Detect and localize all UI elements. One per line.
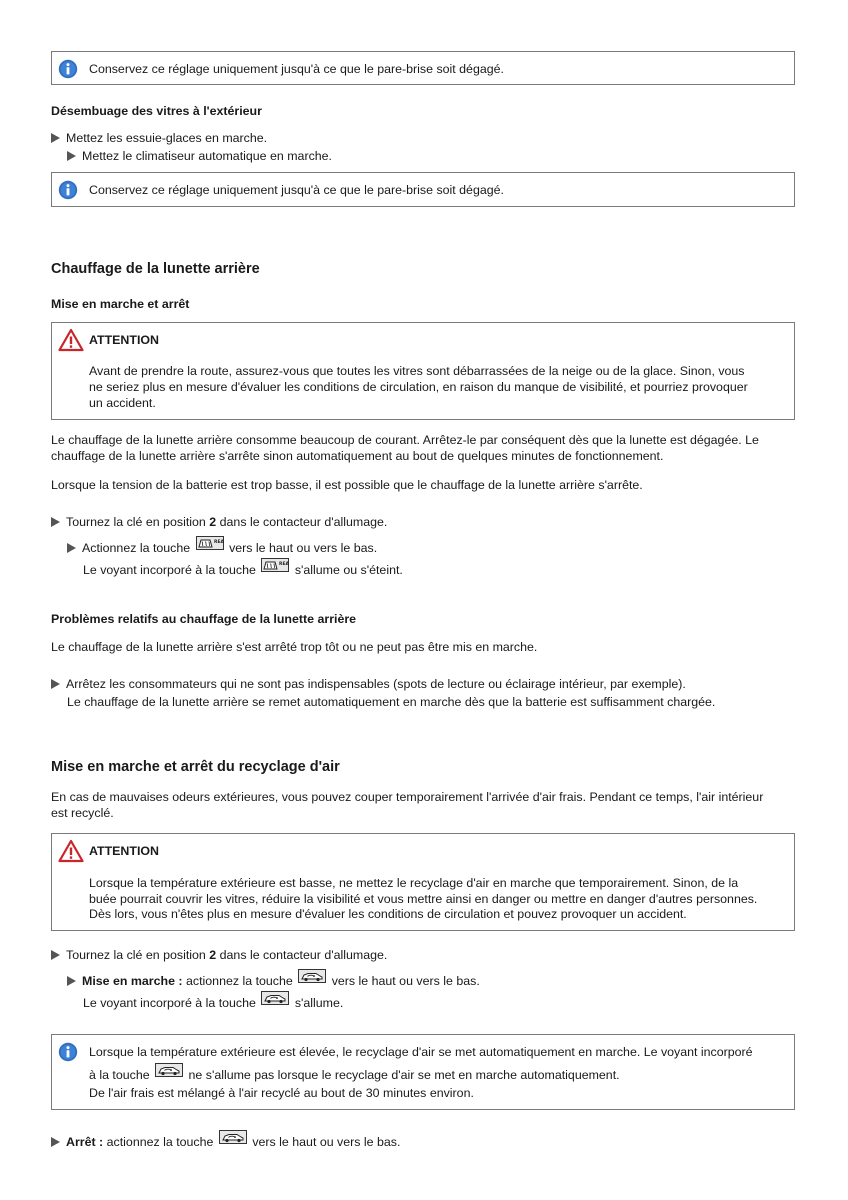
air-recirculation-icon xyxy=(261,991,289,1005)
warning-triangle-icon xyxy=(58,839,84,863)
warning-line: un accident. xyxy=(89,396,156,410)
air-recirculation-icon xyxy=(298,969,326,983)
info-box-defog xyxy=(51,172,795,207)
paragraph-line: En cas de mauvaises odeurs extérieures, vous pouvez couper temporairement l'arrivée d'air frais. Pendant ce temps, l'air intérieur xyxy=(51,790,764,804)
step-ignition: Tournez la clé en position 2 dans le contacteur d'allumage. xyxy=(51,947,387,963)
warning-box-rear xyxy=(51,322,795,420)
arrow-icon xyxy=(51,950,60,960)
step-led: Le voyant incorporé à la touche s'allume ou s'éteint. xyxy=(83,558,403,578)
warning-line: Avant de prendre la route, assurez-vous que toutes les vitres sont débarrassées de la neige ou de la glace. Sinon, vous xyxy=(89,364,745,378)
step-recirc-on: Mise en marche : actionnez la touche vers le haut ou vers le bas. xyxy=(67,969,480,989)
warning-title: ATTENTION xyxy=(89,333,159,347)
arrow-icon xyxy=(67,976,76,986)
info-box-recirc xyxy=(51,1034,795,1110)
step-press-key: Actionnez la touche vers le haut ou vers le bas. xyxy=(67,536,377,556)
rear-window-heater-icon xyxy=(261,558,289,572)
paragraph-problems: Le chauffage de la lunette arrière s'est arrêté trop tôt ou ne peut pas être mis en marche. xyxy=(51,640,538,654)
rear-window-heater-icon xyxy=(196,536,224,550)
paragraph-line: Le chauffage de la lunette arrière consomme beaucoup de courant. Arrêtez-le par conséquent dès que la lunette est dégagée. Le xyxy=(51,433,759,447)
warning-line: buée pourrait couvrir les vitres, réduire la visibilité et vous mettre ainsi en danger ou mettre en danger d'autres personnes. xyxy=(89,892,758,906)
info-text: Conservez ce réglage uniquement jusqu'à ce que le pare-brise soit dégagé. xyxy=(89,183,504,197)
arrow-icon xyxy=(51,679,60,689)
arrow-icon xyxy=(67,543,76,553)
section-heading-defog-outside: Désembuage des vitres à l'extérieur xyxy=(51,104,262,118)
step-recirc-led: Le voyant incorporé à la touche s'allume. xyxy=(83,991,343,1011)
arrow-icon xyxy=(51,133,60,143)
arrow-icon xyxy=(51,1137,60,1147)
warning-box-recirc xyxy=(51,833,795,931)
section-title-recirculation: Mise en marche et arrêt du recyclage d'air xyxy=(51,759,340,775)
air-recirculation-icon xyxy=(219,1130,247,1144)
info-box-top xyxy=(51,51,795,85)
info-icon xyxy=(58,1042,78,1062)
result-line: Le chauffage de la lunette arrière se remet automatiquement en marche dès que la batterie est suffisamment chargée. xyxy=(67,695,716,709)
arrow-icon xyxy=(67,151,76,161)
info-text: Lorsque la température extérieure est élevée, le recyclage d'air se met automatiquement en marche. Le voyant incorporé xyxy=(89,1045,753,1059)
warning-line: Dès lors, vous n'êtes plus en mesure d'évaluer les conditions de circulation et pouvez provoquer un accident. xyxy=(89,907,687,921)
arrow-icon xyxy=(51,517,60,527)
info-text: à la touche ne s'allume pas lorsque le recyclage d'air se met en marche automatiquement. xyxy=(89,1063,620,1083)
step-ignition: Tournez la clé en position 2 dans le contacteur d'allumage. xyxy=(51,514,387,530)
warning-line: Lorsque la température extérieure est basse, ne mettez le recyclage d'air en marche que temporairement. Sinon, de la xyxy=(89,876,739,890)
paragraph-line: est recyclé. xyxy=(51,806,114,820)
subsection-on-off: Mise en marche et arrêt xyxy=(51,297,190,311)
air-recirculation-icon xyxy=(155,1063,183,1077)
info-text: De l'air frais est mélangé à l'air recyclé au bout de 30 minutes environ. xyxy=(89,1086,474,1100)
paragraph-battery: Lorsque la tension de la batterie est trop basse, il est possible que le chauffage de la lunette arrière s'arrête. xyxy=(51,478,643,492)
step-climate: Mettez le climatiseur automatique en marche. xyxy=(67,148,332,164)
step-turn-off-consumers: Arrêtez les consommateurs qui ne sont pas indispensables (spots de lecture ou éclairage intérieur, par exemple). xyxy=(51,676,686,692)
step-recirc-off: Arrêt : actionnez la touche vers le haut ou vers le bas. xyxy=(51,1130,400,1150)
step-wipers: Mettez les essuie-glaces en marche. xyxy=(51,130,267,146)
info-text: Conservez ce réglage uniquement jusqu'à ce que le pare-brise soit dégagé. xyxy=(89,62,504,76)
paragraph-line: chauffage de la lunette arrière s'arrête sinon automatiquement au bout de quelques minutes de fonctionnement. xyxy=(51,449,664,463)
warning-title: ATTENTION xyxy=(89,844,159,858)
warning-triangle-icon xyxy=(58,328,84,352)
info-icon xyxy=(58,180,78,200)
subsection-problems: Problèmes relatifs au chauffage de la lunette arrière xyxy=(51,612,357,626)
warning-line: ne seriez plus en mesure d'évaluer les conditions de circulation, en raison du manque de visibilité, et pourriez provoquer xyxy=(89,380,748,394)
info-icon xyxy=(58,59,78,79)
section-title-rear-heating: Chauffage de la lunette arrière xyxy=(51,261,260,277)
